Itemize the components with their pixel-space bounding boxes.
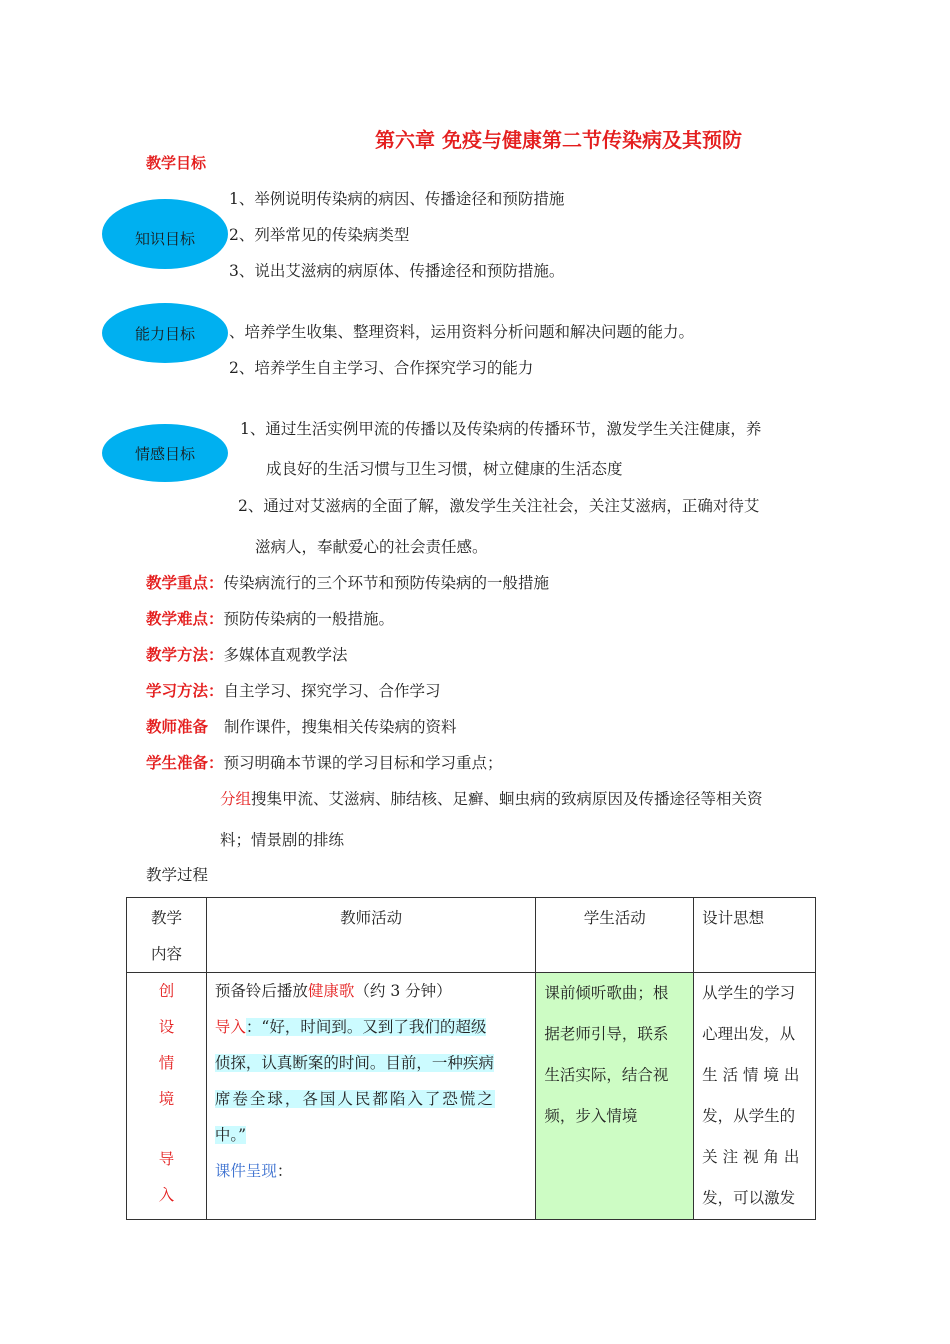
intro-text-4: 中。” [214, 1126, 247, 1144]
table-row [127, 973, 816, 1220]
courseware-label: 课件呈现 [214, 1162, 277, 1180]
teaching-method-text: 多媒体直观教学法 [223, 646, 348, 664]
content-char-6: 入 [158, 1186, 175, 1204]
design-line-1: 从学生的学习 [702, 984, 796, 1002]
row-design-cell [694, 973, 816, 1220]
learning-method [146, 679, 441, 701]
key-points [146, 571, 549, 593]
intro-text-1: ：“好，时间到。又到了我们的超级 [245, 1018, 487, 1036]
intro-line-4 [215, 1117, 527, 1153]
teacher-line-1-b: （约 3 分钟） [354, 982, 452, 1000]
emotion-goal-label: 情感目标 [134, 444, 195, 463]
learning-method-text: 自主学习、探究学习、合作学习 [223, 682, 441, 700]
emotion-item-1-line-2: 成良好的生活习惯与卫生习惯，树立健康的生活态度 [266, 460, 623, 478]
intro-line-3 [215, 1081, 527, 1117]
student-activity-line-2: 据老师引导，联系 [544, 1025, 669, 1043]
ability-item-2: 2、培养学生自主学习、合作探究学习的能力 [229, 359, 534, 377]
header-teacher [206, 898, 535, 973]
content-char-3: 情 [158, 1054, 175, 1072]
teacher-line-1 [215, 973, 527, 1009]
intro-text-3: 席卷全球，各国人民都陷入了恐慌之 [214, 1090, 495, 1108]
design-line-2: 心理出发，从 [702, 1025, 796, 1043]
student-prep-group-line-2: 料；情景剧的排练 [220, 831, 345, 849]
goals-heading: 教学目标 [146, 154, 207, 172]
row-teacher-cell [206, 973, 535, 1220]
page-title: 第六章 免疫与健康第二节传染病及其预防 [375, 128, 742, 152]
teacher-line-1-a: 预备铃后播放 [214, 982, 308, 1000]
intro-text-2: 侦探，认真断案的时间。目前，一种疾病 [214, 1054, 494, 1072]
header-content [127, 898, 207, 973]
process-heading: 教学过程 [146, 866, 209, 884]
key-points-label: 教学重点： [146, 573, 224, 592]
ability-item-1: 、培养学生收集、整理资料，运用资料分析问题和解决问题的能力。 [229, 323, 695, 341]
teaching-process-table [126, 897, 816, 1220]
header-design [694, 898, 816, 973]
content-char-4: 境 [158, 1090, 175, 1108]
knowledge-item-1: 1、举例说明传染病的病因、传播途径和预防措施 [229, 190, 565, 208]
teacher-prep-label: 教师准备 [146, 717, 209, 736]
student-prep-text: 预习明确本节课的学习目标和学习重点； [223, 754, 503, 772]
student-prep-label: 学生准备： [146, 753, 224, 772]
teacher-prep [146, 715, 457, 737]
student-activity-line-1: 课前倾听歌曲；根 [544, 984, 669, 1002]
header-content-line-2: 内容 [150, 945, 182, 963]
teaching-method [146, 643, 348, 665]
ability-goal-label: 能力目标 [134, 324, 195, 343]
design-line-5: 关 注 视 角 出 [702, 1148, 800, 1166]
courseware-colon: ： [276, 1162, 293, 1180]
emotion-item-2-line-2: 滋病人，奉献爱心的社会责任感。 [255, 538, 488, 556]
difficulty-text: 预防传染病的一般措施。 [223, 610, 395, 628]
intro-label: 导入 [214, 1018, 246, 1036]
song-name: 健康歌 [307, 982, 355, 1000]
difficulty [146, 607, 394, 629]
emotion-goal-oval [102, 424, 228, 482]
header-design-label: 设计思想 [702, 909, 765, 927]
learning-method-label: 学习方法： [146, 681, 224, 700]
intro-line-1 [215, 1009, 527, 1045]
emotion-item-2-line-1: 2、通过对艾滋病的全面了解，激发学生关注社会，关注艾滋病，正确对待艾 [238, 497, 760, 515]
emotion-item-1-line-1: 1、通过生活实例甲流的传播以及传染病的传播环节，激发学生关注健康，养 [240, 420, 762, 438]
knowledge-goal-label: 知识目标 [134, 229, 195, 248]
teacher-prep-text: 制作课件，搜集相关传染病的资料 [224, 718, 457, 736]
student-prep-group [220, 787, 763, 809]
knowledge-item-3: 3、说出艾滋病的病原体、传播途径和预防措施。 [229, 262, 565, 280]
table-header-row [127, 898, 816, 973]
group-word: 分组 [220, 790, 252, 808]
student-activity-line-3: 生活实际，结合视 [544, 1066, 669, 1084]
ability-goal-oval [102, 303, 228, 363]
design-line-4: 发，从学生的 [702, 1107, 796, 1125]
row-content-cell [127, 973, 207, 1220]
design-line-3: 生 活 情 境 出 [702, 1066, 800, 1084]
knowledge-goal-oval [102, 199, 228, 269]
student-activity-line-4: 频，步入情境 [544, 1107, 638, 1125]
header-student-label: 学生活动 [583, 909, 646, 927]
header-content-line-1: 教学 [150, 909, 182, 927]
key-points-text: 传染病流行的三个环节和预防传染病的一般措施 [223, 574, 550, 592]
group-text: 搜集甲流、艾滋病、肺结核、足癣、蛔虫病的致病原因及传播途径等相关资 [251, 790, 763, 808]
knowledge-item-2: 2、列举常见的传染病类型 [229, 226, 410, 244]
header-student [536, 898, 694, 973]
content-char-1: 创 [158, 982, 175, 1000]
content-char-2: 设 [158, 1018, 175, 1036]
design-line-6: 发，可以激发 [702, 1189, 796, 1207]
student-prep [146, 751, 503, 773]
courseware-line [215, 1153, 527, 1189]
intro-line-2 [215, 1045, 527, 1081]
teaching-method-label: 教学方法： [146, 645, 224, 664]
content-char-5: 导 [158, 1150, 175, 1168]
row-student-cell [536, 973, 694, 1220]
header-teacher-label: 教师活动 [340, 909, 403, 927]
difficulty-label: 教学难点： [146, 609, 224, 628]
